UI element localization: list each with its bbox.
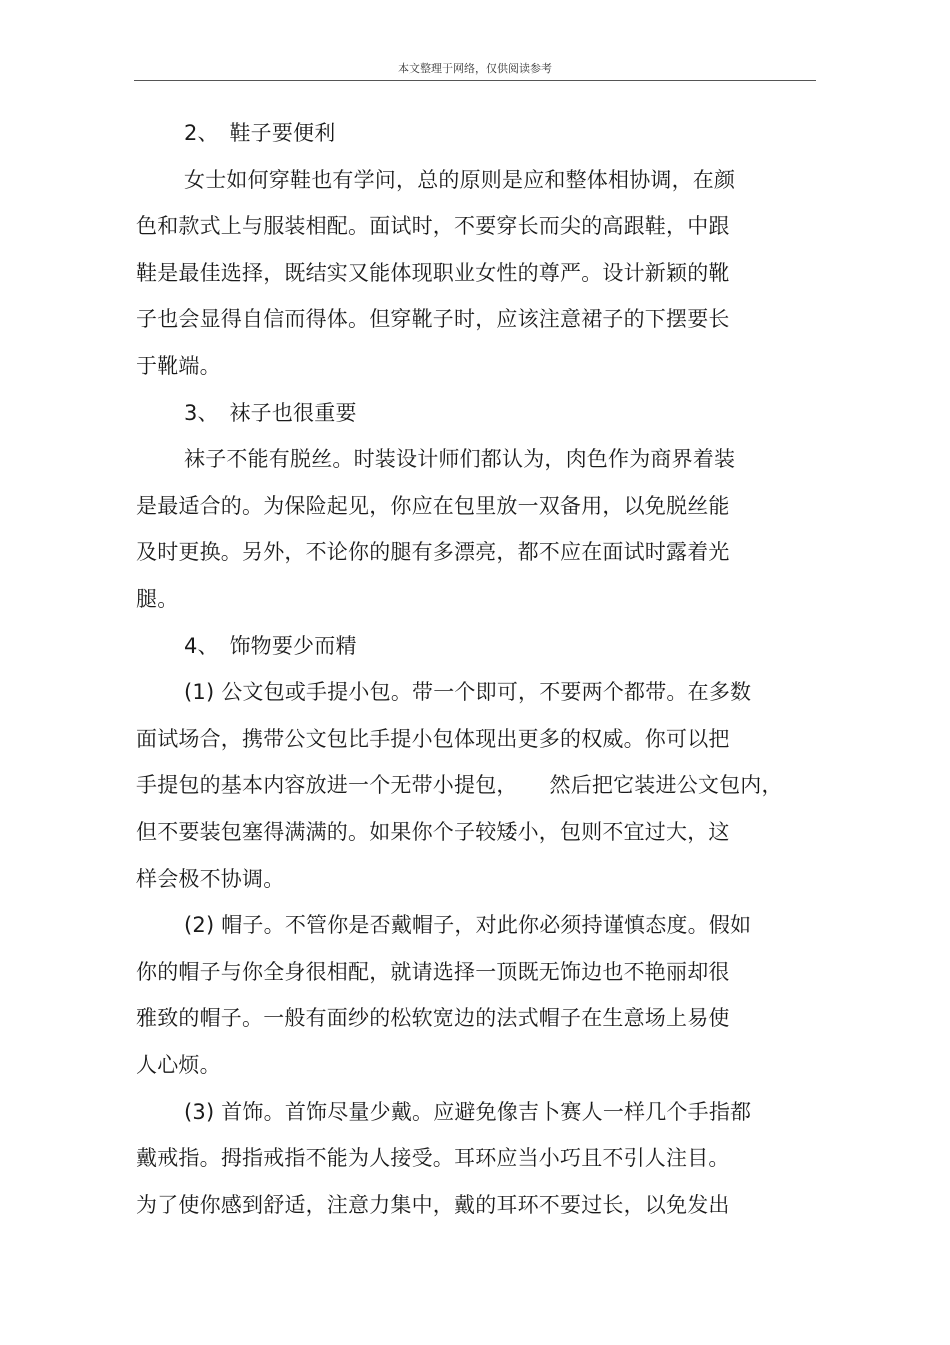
section-heading-accessories: 4、 饰物要少而精 [184,634,357,658]
paragraph-line: 袜子不能有脱丝。时装设计师们都认为，肉色作为商界着装 [184,447,736,471]
paragraph-line: (1) 公文包或手提小包。带一个即可，不要两个都带。在多数 [184,680,752,704]
paragraph-line: 子也会显得自信而得体。但穿靴子时，应该注意裙子的下摆要长 [136,307,730,331]
paragraph-line: 色和款式上与服装相配。面试时，不要穿长而尖的高跟鞋，中跟 [136,214,730,238]
section-heading-shoes: 2、 鞋子要便利 [184,121,336,145]
paragraph-line: 手提包的基本内容放进一个无带小提包， 然后把它装进公文包内， [136,773,783,797]
paragraph-line: 为了使你感到舒适，注意力集中，戴的耳环不要过长，以免发出 [136,1193,730,1217]
paragraph-line: 及时更换。另外，不论你的腿有多漂亮，都不应在面试时露着光 [136,540,730,564]
section-heading-socks: 3、 袜子也很重要 [184,401,357,425]
paragraph-line: 雅致的帽子。一般有面纱的松软宽边的法式帽子在生意场上易使 [136,1006,730,1030]
paragraph-line: 但不要装包塞得满满的。如果你个子较矮小，包则不宜过大，这 [136,820,730,844]
paragraph-line: (3) 首饰。首饰尽量少戴。应避免像吉卜赛人一样几个手指都 [184,1100,752,1124]
paragraph-line: 是最适合的。为保险起见，你应在包里放一双备用，以免脱丝能 [136,494,730,518]
paragraph-line: 腿。 [136,587,179,611]
paragraph-line: 人心烦。 [136,1053,221,1077]
paragraph-line: 样会极不协调。 [136,867,285,891]
paragraph-line: 你的帽子与你全身很相配，就请选择一顶既无饰边也不艳丽却很 [136,960,730,984]
paragraph-line: 女士如何穿鞋也有学问，总的原则是应和整体相协调，在颜 [184,168,736,192]
header-divider [134,80,816,81]
page-header: 本文整理于网络，仅供阅读参考 [398,62,552,75]
paragraph-line: 戴戒指。拇指戒指不能为人接受。耳环应当小巧且不引人注目。 [136,1146,730,1170]
paragraph-line: 于靴端。 [136,354,221,378]
paragraph-line: 鞋是最佳选择，既结实又能体现职业女性的尊严。设计新颖的靴 [136,261,730,285]
paragraph-line: (2) 帽子。不管你是否戴帽子，对此你必须持谨慎态度。假如 [184,913,752,937]
paragraph-line: 面试场合，携带公文包比手提小包体现出更多的权威。你可以把 [136,727,730,751]
